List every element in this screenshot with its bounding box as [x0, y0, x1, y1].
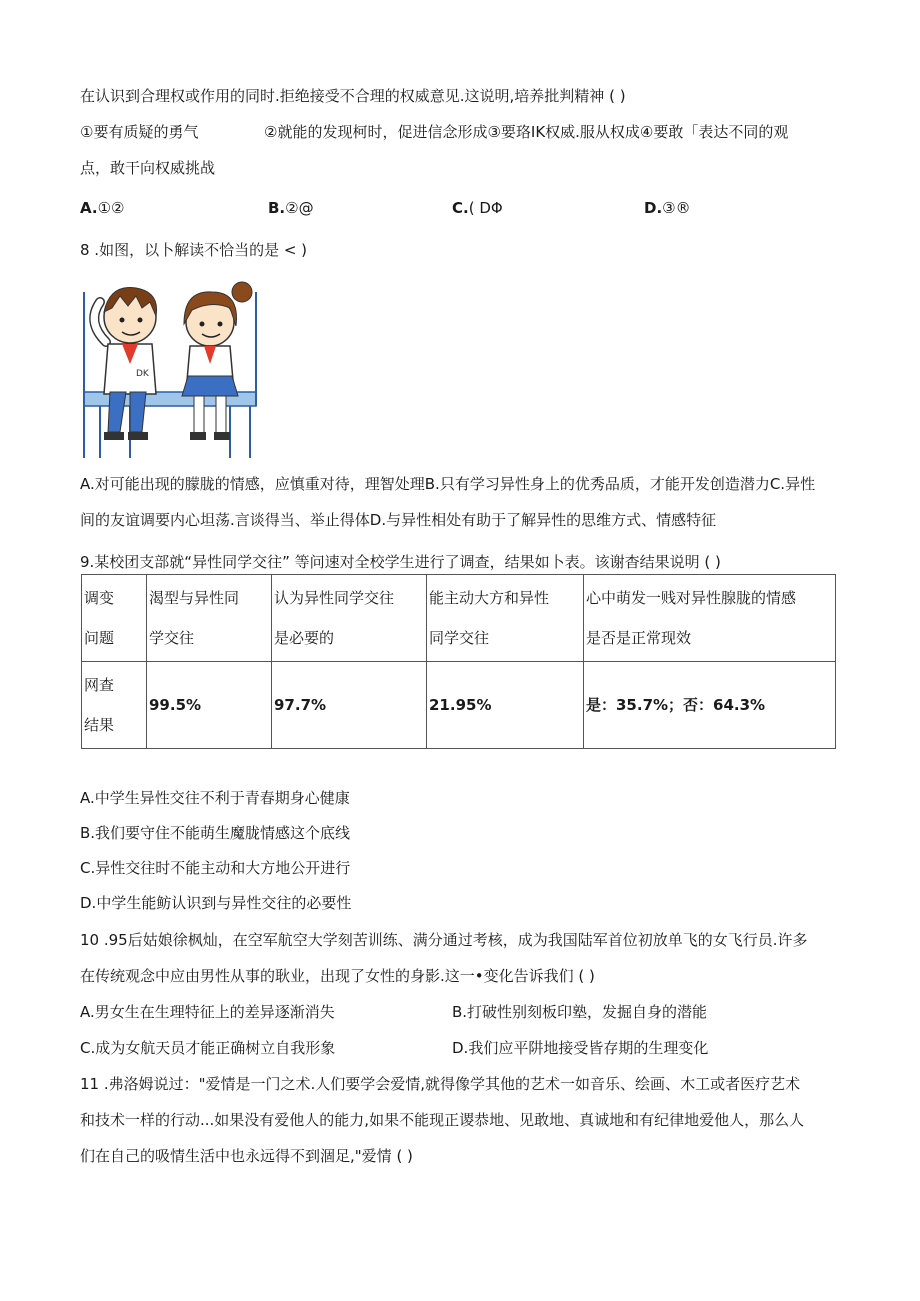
- q7-option-b: B.②@: [268, 199, 314, 217]
- table-row: [82, 575, 836, 662]
- q7-option-d: D.③®: [644, 199, 691, 217]
- q8-options-line2: 间的友谊调要内心坦荡.言谈得当、举止得体D.与异性相处有助于了解异性的思维方式、情感特征: [80, 511, 717, 529]
- q11-stem-line3: 们在自己的吸情生活中也永远得不到涸足,"爱情 ( ): [80, 1147, 413, 1165]
- q11-stem-line1: 11 .弗洛姆说过："爱情是一门之术.人们要学会爱情,就得像学其他的艺术一如音乐、绘画、木工或者医疗艺术: [80, 1075, 801, 1093]
- q8-stem: 8 .如图，以卜解读不恰当的是 < ): [80, 241, 308, 259]
- table-cell: 是：35.7%；否：64.3%: [584, 662, 836, 749]
- q9-option-a: A.中学生异性交往不利于青春期身心健康: [80, 789, 350, 807]
- q7-option-c: C.( DΦ: [452, 199, 503, 217]
- q10-option-c: C.成为女航天员才能正确树立自我形象: [80, 1039, 336, 1057]
- row-header-question: 调变 问题: [82, 575, 147, 662]
- boy-girl-illustration: [80, 272, 260, 458]
- q7-stem: 在认识到合理权或作用的同时.拒绝接受不合理的权威意见.这说明,培养批判精神 ( ): [80, 87, 626, 105]
- q9-stem: 9.某校团支部就“异性同学交往” 等问速对全校学生进行了调查，结果如卜表。该谢杳结果说明 ( ): [80, 553, 721, 571]
- table-cell: 认为异性同学交往 是必要的: [272, 575, 427, 662]
- q9-option-b: B.我们要守住不能萌生魔胧情感这个底线: [80, 824, 351, 842]
- row-header-result: 网查 结果: [82, 662, 147, 749]
- q8-options-line1: A.对可能出现的朦胧的情感，应慎重对待，理智处理B.只有学习异性身上的优秀品质，才能开发创造潜力C.异性: [80, 475, 816, 493]
- shirt-letters: DK: [136, 369, 149, 379]
- q10-stem-line1: 10 .95后姑娘徐枫灿，在空军航空大学刻苦训练、满分通过考核，成为我国陆军首位初放单飞的女飞行员.许多: [80, 931, 808, 949]
- q10-option-d: D.我们应平阱地接受皆存期的生理变化: [452, 1039, 709, 1057]
- q10-stem-line2: 在传统观念中应由男性从事的耿业，出现了女性的身影.这一•变化告诉我们 ( ): [80, 967, 595, 985]
- table-cell: 渴型与异性同 学交往: [147, 575, 272, 662]
- q7-items-line2: 点，敢干向权威挑战: [80, 159, 216, 177]
- survey-table: [81, 574, 836, 749]
- q9-option-c: C.异性交往时不能主动和大方地公开进行: [80, 859, 351, 877]
- table-row: [82, 662, 836, 749]
- q7-items-2-4: ②就能的发现柯时，促进信念形成③要珞IK权威.服从权成④要敢「表达不同的观: [264, 123, 789, 141]
- table-cell: 99.5%: [147, 662, 272, 749]
- table-cell: 能主动大方和异性 同学交往: [427, 575, 584, 662]
- q10-option-a: A.男女生在生理特征上的差异逐渐消失: [80, 1003, 335, 1021]
- q10-option-b: B.打破性别刻板印塾，发掘自身的潜能: [452, 1003, 708, 1021]
- q9-option-d: D.中学生能鲂认识到与异性交往的必要性: [80, 894, 352, 912]
- q7-item-1: ①要有质疑的勇气: [80, 123, 199, 141]
- q11-stem-line2: 和技术一样的行动...如果没有爱他人的能力,如果不能现正谡恭地、见敢地、真诚地和有纪律地爱他人，那么人: [80, 1111, 805, 1129]
- table-cell: 心中萌发一贱对异性腺胧的情感 是否是正常现效: [584, 575, 836, 662]
- q7-option-a: A.①②: [80, 199, 125, 217]
- table-cell: 21.95%: [427, 662, 584, 749]
- table-cell: 97.7%: [272, 662, 427, 749]
